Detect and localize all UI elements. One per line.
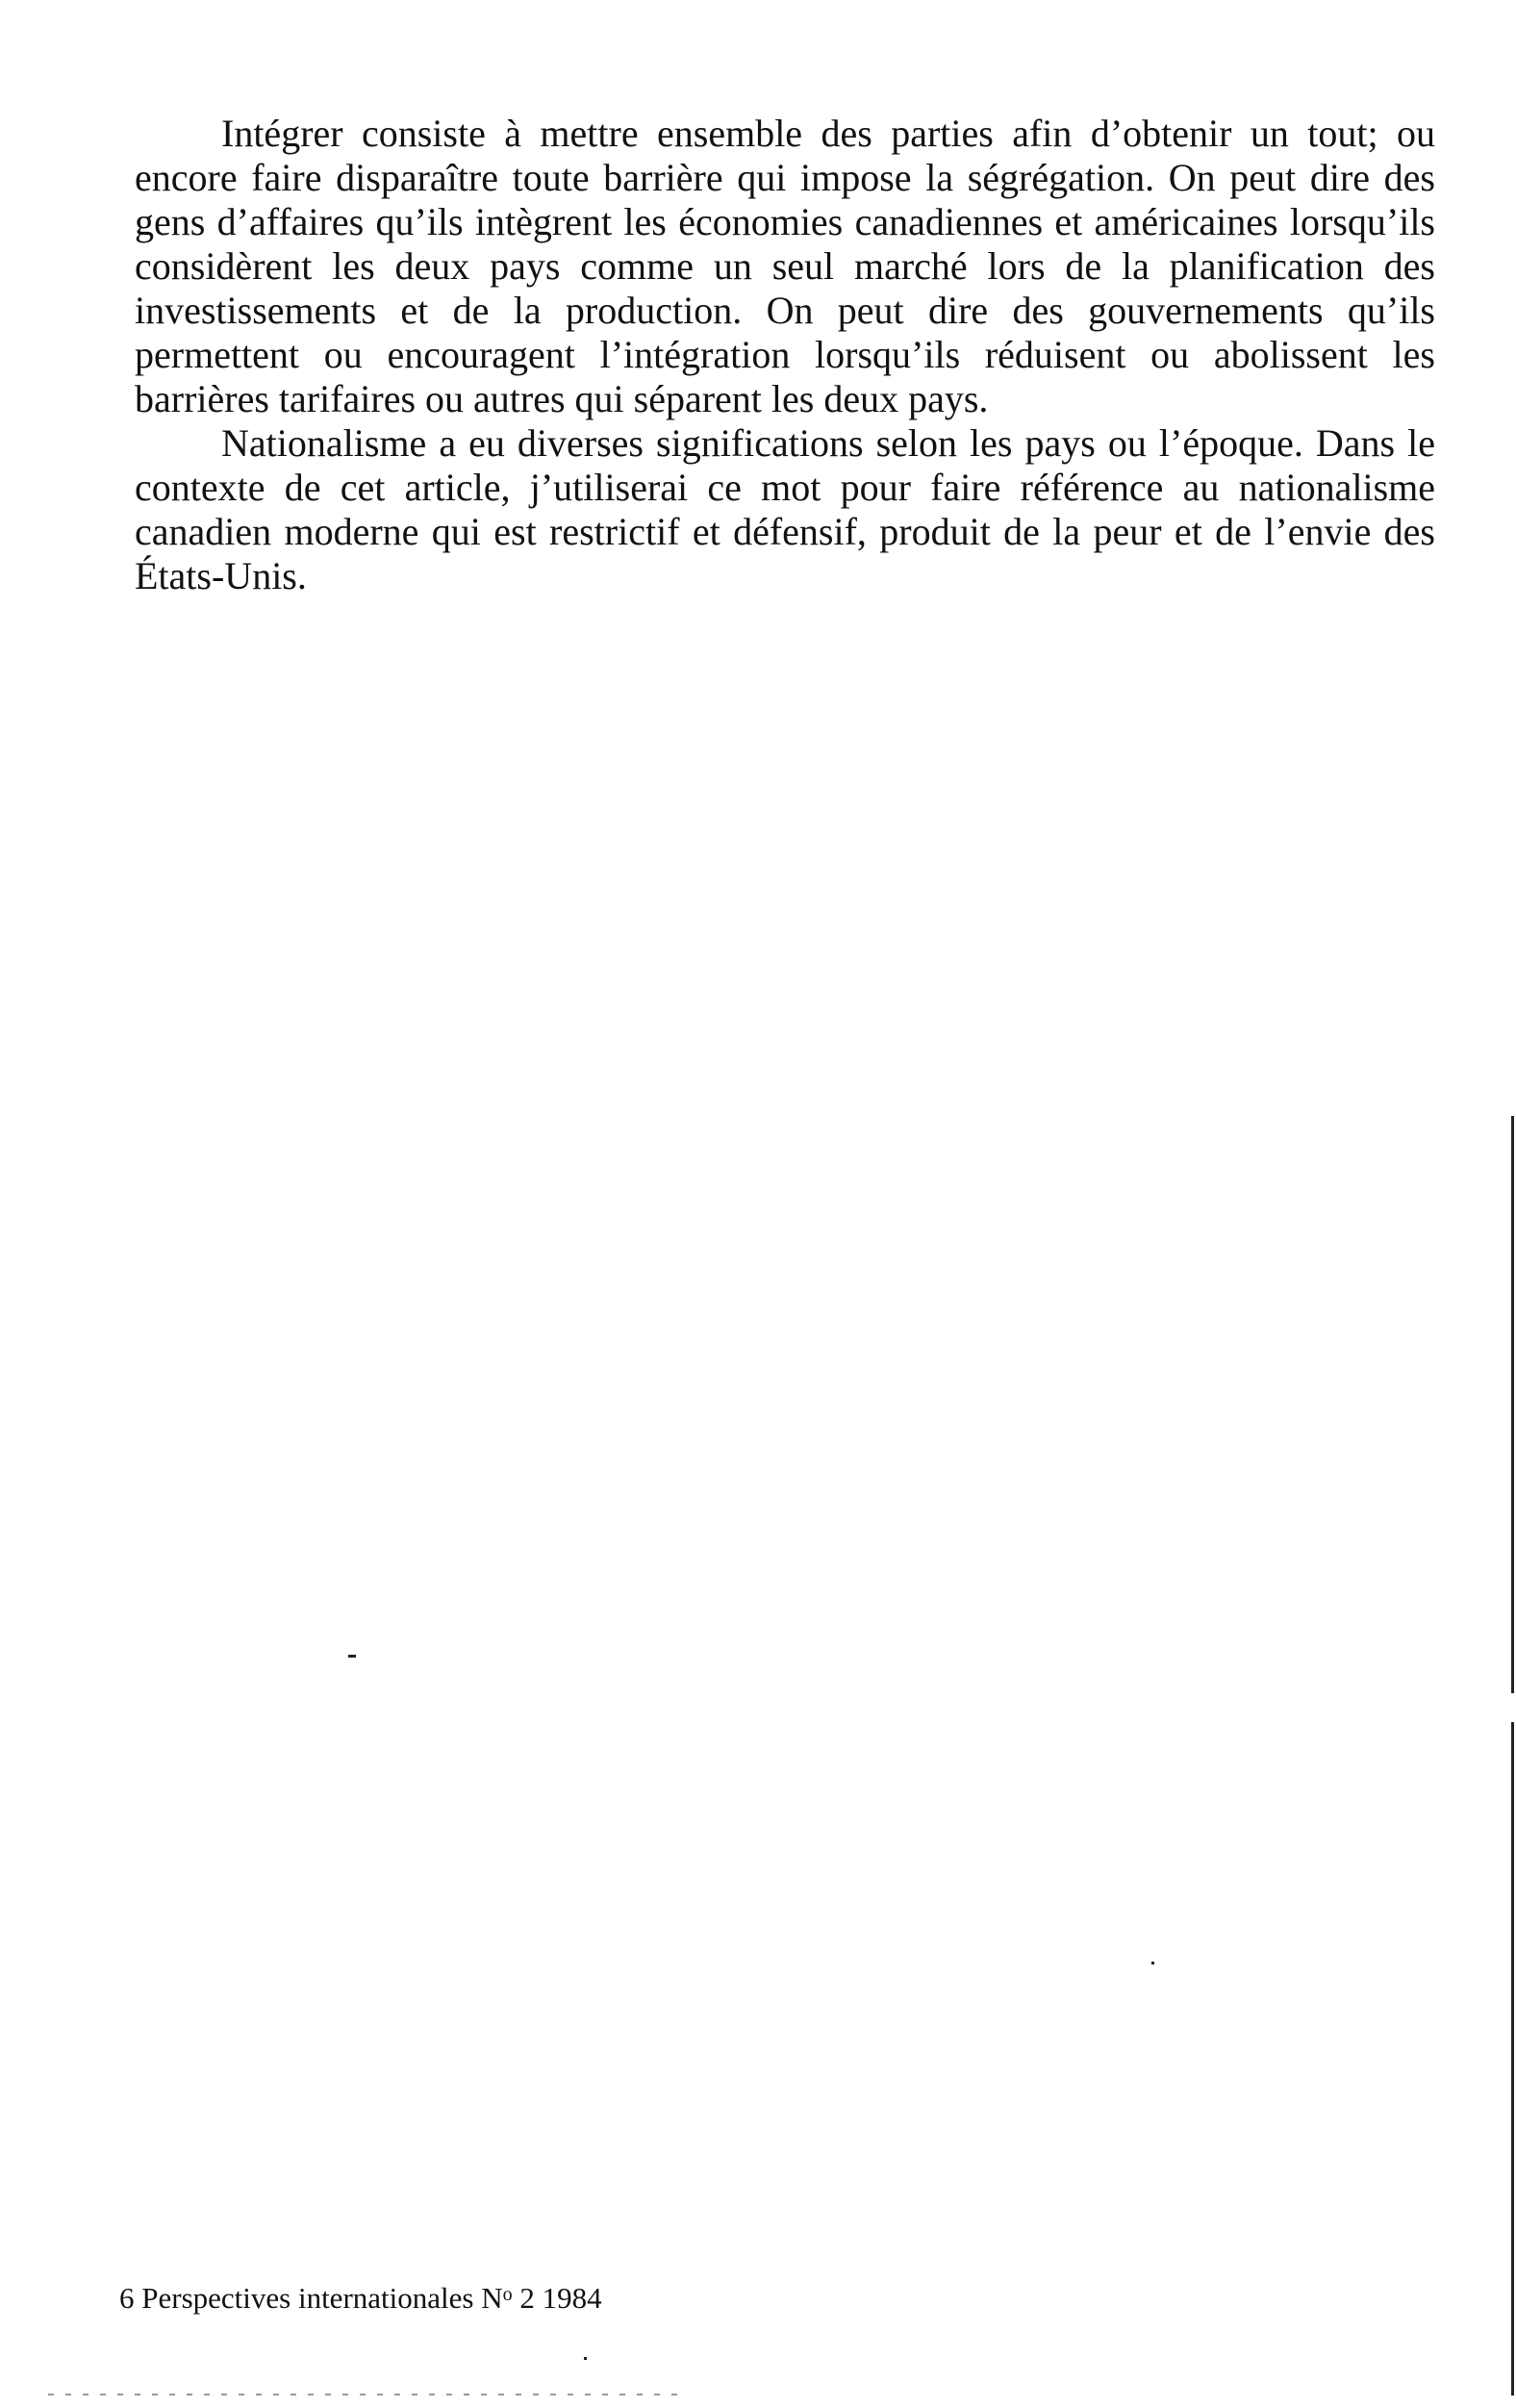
body-text — [135, 112, 1435, 598]
issue-prefix: N — [481, 2281, 503, 2315]
issue-symbol: o — [502, 2284, 513, 2305]
scan-dotted-edge — [48, 2394, 683, 2395]
paragraph-integration-definition: Intégrer consiste à mettre ensemble des parties afin d’obtenir un tout; ou encore faire disparaître toute barrière qui impose la ségrégation. On peut dire des gens d’affaires qu’ils intègrent les économies canadiennes et américaines lorsqu’ils considèrent les deux pays comme un seul marché lors de la planification des investissements et de la production. On peut dire des gouvernements qu’ils permettent ou encouragent l’intégration lorsqu’ils réduisent ou abolissent les barrières tarifaires ou autres qui séparent les deux pays. — [135, 112, 1435, 420]
paragraph-nationalism-definition: Nationalisme a eu diverses significations selon les pays ou l’époque. Dans le contexte de cet article, j’utiliserai ce mot pour faire référence au nationalisme canadien moderne qui est restrictif et défensif, produit de la peur et de l’envie des États-Unis. — [135, 421, 1435, 597]
issue-number: 2 — [519, 2281, 535, 2315]
scan-edge-upper — [1511, 1116, 1514, 1693]
publication-year: 1984 — [542, 2281, 602, 2315]
scan-edge-lower — [1511, 1722, 1514, 2395]
scan-mark-left — [348, 1655, 356, 1658]
page-footer — [119, 2277, 602, 2316]
scan-mark-bottom — [584, 2357, 587, 2360]
page-number: 6 — [119, 2281, 135, 2315]
scan-mark-dot — [1151, 1962, 1154, 1964]
publication-title: Perspectives internationales — [141, 2281, 474, 2315]
